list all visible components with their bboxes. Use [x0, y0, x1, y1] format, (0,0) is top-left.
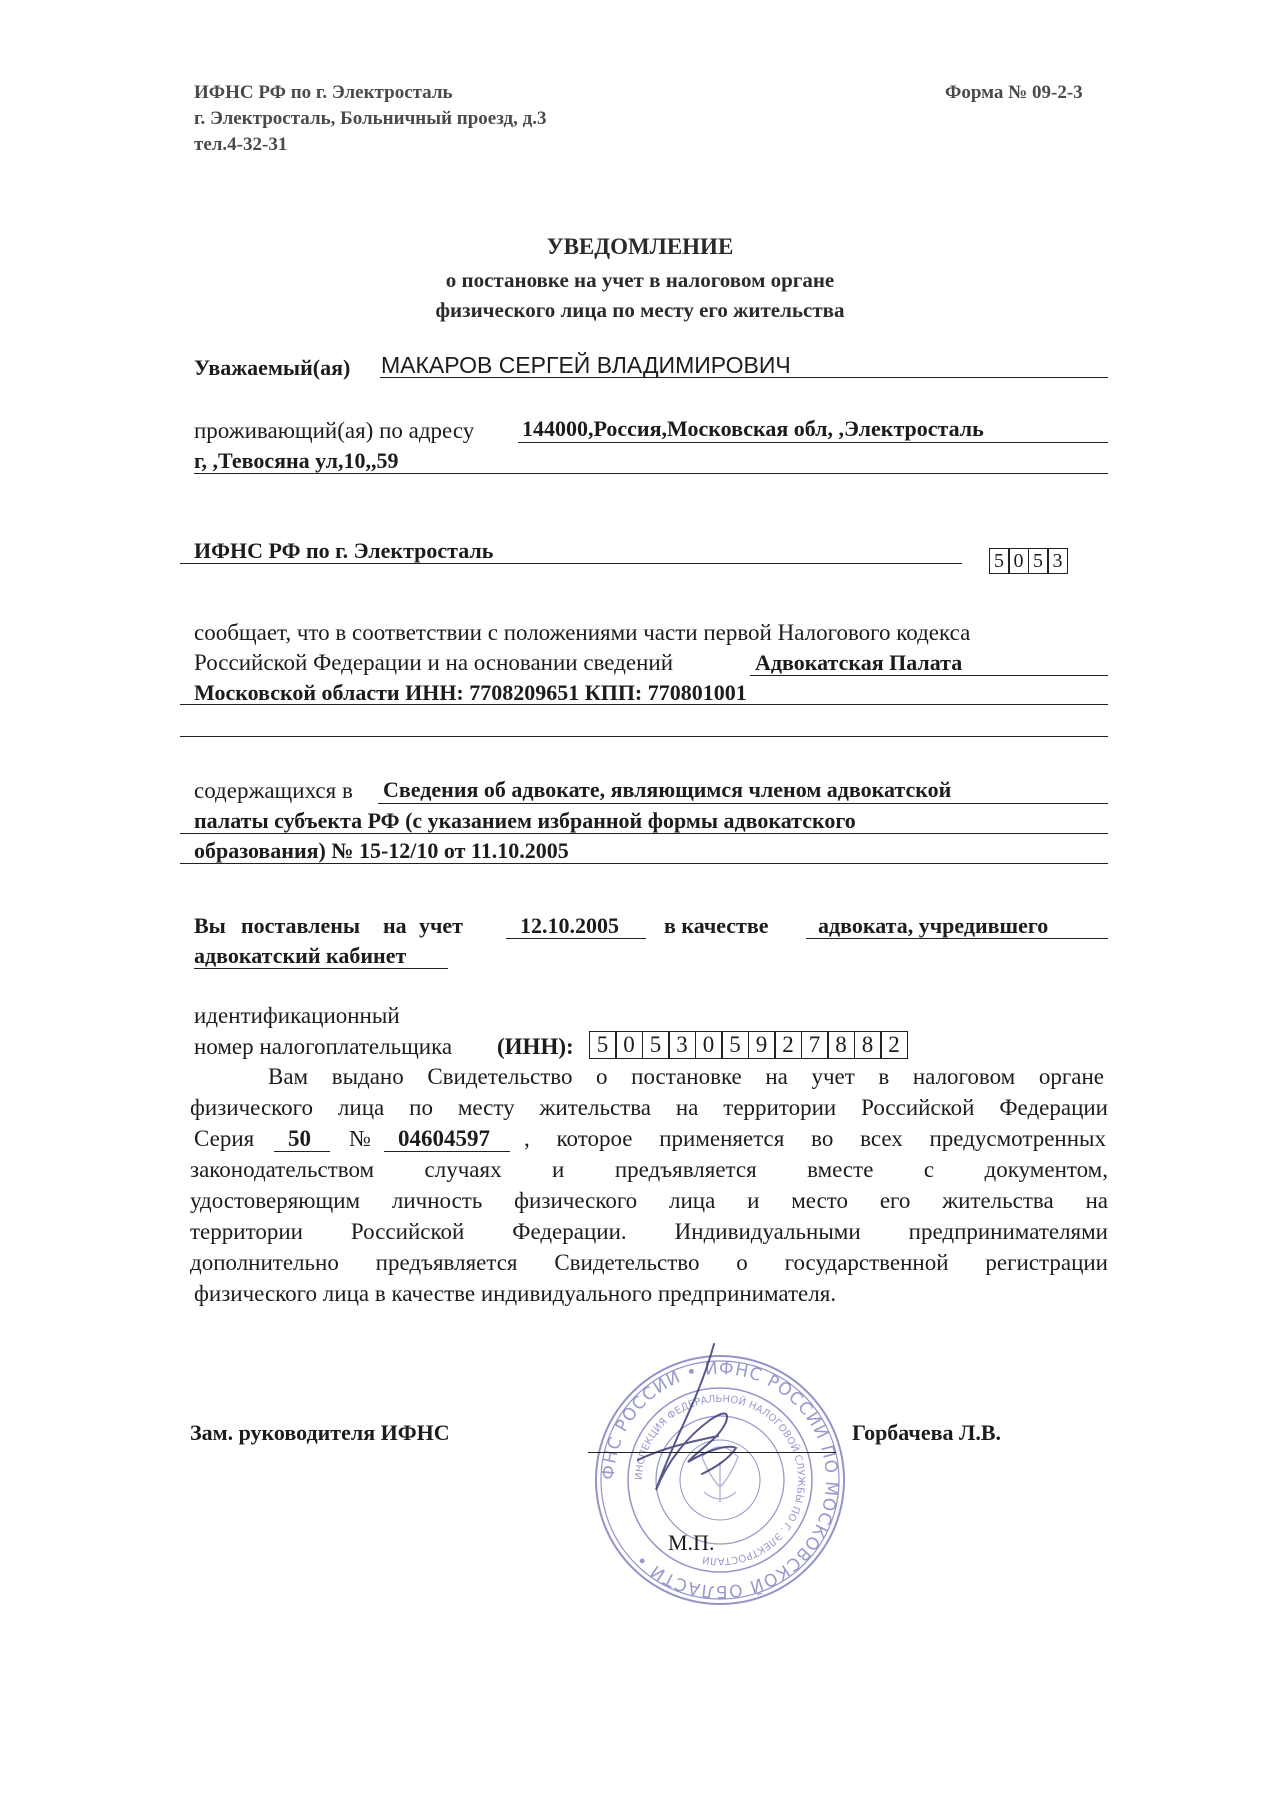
certificate-line-7: дополнительно предъявляется Свидетельство о государственной регистрации	[190, 1250, 1108, 1275]
issuer-office: ИФНС РФ по г. Электросталь	[194, 82, 453, 103]
issuer-address: г. Электросталь, Больничный проезд, д.3	[194, 108, 547, 129]
inn-digit: 2	[880, 1031, 908, 1059]
basis-underline-2	[180, 704, 1108, 705]
seal-outer-text: ФНС РОССИИ • ИФНС РОССИИ ПО МОСКОВСКОЙ ОБЛАСТИ •	[598, 1358, 842, 1602]
authority-code	[990, 548, 1068, 574]
issuer-phone: тел.4-32-31	[194, 134, 288, 155]
registration-word: Вы	[194, 913, 226, 938]
certificate-series: 50	[288, 1126, 311, 1151]
registration-role-underline-1	[806, 938, 1108, 939]
contained-underline-2	[180, 833, 1108, 834]
authority-code-digit: 5	[1028, 548, 1049, 574]
contained-label: содержащихся в	[194, 778, 353, 803]
document-subtitle-2: физического лица по месту его жительства	[435, 298, 845, 322]
basis-underline-3	[180, 736, 1108, 737]
inn-digit: 0	[615, 1031, 643, 1059]
certificate-line-6: территории Российской Федерации. Индивидуальными предпринимателями	[190, 1219, 1108, 1244]
contained-underline-3	[180, 863, 1108, 864]
certificate-line-4: законодательством случаях и предъявляется вместе с документом,	[190, 1157, 1108, 1182]
residence-label: проживающий(ая) по адресу	[194, 418, 475, 443]
inn-digit: 5	[642, 1031, 670, 1059]
certificate-number-label: №	[349, 1126, 371, 1151]
certificate-line-1: Вам выдано Свидетельство о постановке на учет в налоговом органе	[268, 1064, 1104, 1089]
contained-underline-1	[378, 803, 1108, 804]
basis-source-2: Московской области ИНН: 7708209651 КПП: 770801001	[194, 680, 747, 705]
document-subtitle-1: о постановке на учет в налоговом органе	[445, 268, 835, 292]
form-number: Форма № 09-2-3	[945, 82, 1083, 103]
signer-name: Горбачева Л.В.	[852, 1420, 1002, 1445]
seal-inner-text: ИНСПЕКЦИЯ ФЕДЕРАЛЬНОЙ НАЛОГОВОЙ СЛУЖБЫ ПО Г. ЭЛЕКТРОСТАЛИ	[633, 1393, 807, 1567]
authority-code-digit: 0	[1008, 548, 1029, 574]
registration-word: учет	[419, 913, 463, 938]
inn-label-abbr: (ИНН):	[497, 1034, 574, 1059]
authority-code-digit: 3	[1047, 548, 1068, 574]
residence-underline-2	[194, 473, 1108, 474]
document-title: УВЕДОМЛЕНИЕ	[546, 234, 734, 259]
residence-line-1: 144000,Россия,Московская обл, ,Электросталь	[522, 416, 984, 441]
basis-underline-1	[750, 675, 1108, 676]
certificate-series-label: Серия	[194, 1126, 255, 1151]
basis-text-1: сообщает, что в соответствии с положениями части первой Налогового кодекса	[194, 620, 971, 645]
certificate-number-underline	[384, 1151, 510, 1152]
basis-source-1: Адвокатская Палата	[755, 650, 963, 675]
signature-line	[588, 1452, 836, 1453]
residence-underline-1	[518, 442, 1108, 443]
registration-role-2: адвокатский кабинет	[194, 943, 407, 968]
inn-label-2: номер налогоплательщика	[194, 1034, 453, 1059]
addressee-underline	[380, 377, 1108, 378]
registration-date: 12.10.2005	[520, 913, 619, 938]
inn-digit: 7	[801, 1031, 829, 1059]
certificate-series-underline	[274, 1151, 330, 1152]
authority-name: ИФНС РФ по г. Электросталь	[194, 538, 494, 563]
authority-code-digit: 5	[989, 548, 1010, 574]
certificate-line-8: физического лица в качестве индивидуального предпринимателя.	[194, 1281, 837, 1306]
inn-digit: 9	[748, 1031, 776, 1059]
authority-underline	[180, 563, 962, 564]
inn-digit: 5	[721, 1031, 749, 1059]
addressee-name: МАКАРОВ СЕРГЕЙ ВЛАДИМИРОВИЧ	[381, 352, 791, 378]
contained-line-3: образования) № 15-12/10 от 11.10.2005	[194, 838, 569, 863]
registration-role-underline-2	[194, 968, 448, 969]
contained-line-2: палаты субъекта РФ (с указанием избранной формы адвокатского	[194, 808, 856, 833]
inn-digit: 2	[774, 1031, 802, 1059]
inn-digits	[590, 1031, 908, 1059]
certificate-line-3: , которое применяется во всех предусмотренных	[524, 1126, 1106, 1151]
contained-line-1: Сведения об адвокате, являющимся членом адвокатской	[383, 777, 952, 802]
inn-digit: 3	[668, 1031, 696, 1059]
stamp-mark-label: М.П.	[668, 1530, 715, 1555]
signature-scribble	[618, 1340, 748, 1510]
certificate-line-5: удостоверяющим личность физического лица и место его жительства на	[190, 1188, 1108, 1213]
inn-digit: 5	[589, 1031, 617, 1059]
inn-digit: 8	[854, 1031, 882, 1059]
inn-digit: 0	[695, 1031, 723, 1059]
addressee-label: Уважаемый(ая)	[194, 355, 351, 380]
certificate-line-2: физического лица по месту жительства на территории Российской Федерации	[190, 1095, 1108, 1120]
signer-position: Зам. руководителя ИФНС	[190, 1420, 450, 1445]
registration-as-label: в качестве	[664, 913, 769, 938]
certificate-number: 04604597	[398, 1126, 490, 1151]
registration-word: на	[383, 913, 407, 938]
registration-date-underline	[506, 938, 646, 939]
registration-role-1: адвоката, учредившего	[818, 913, 1049, 938]
inn-label-1: идентификационный	[194, 1003, 400, 1028]
basis-text-2: Российской Федерации и на основании сведений	[194, 650, 674, 675]
inn-digit: 8	[827, 1031, 855, 1059]
residence-line-2: г, ,Тевосяна ул,10,,59	[194, 448, 399, 473]
registration-word: поставлены	[241, 913, 361, 938]
